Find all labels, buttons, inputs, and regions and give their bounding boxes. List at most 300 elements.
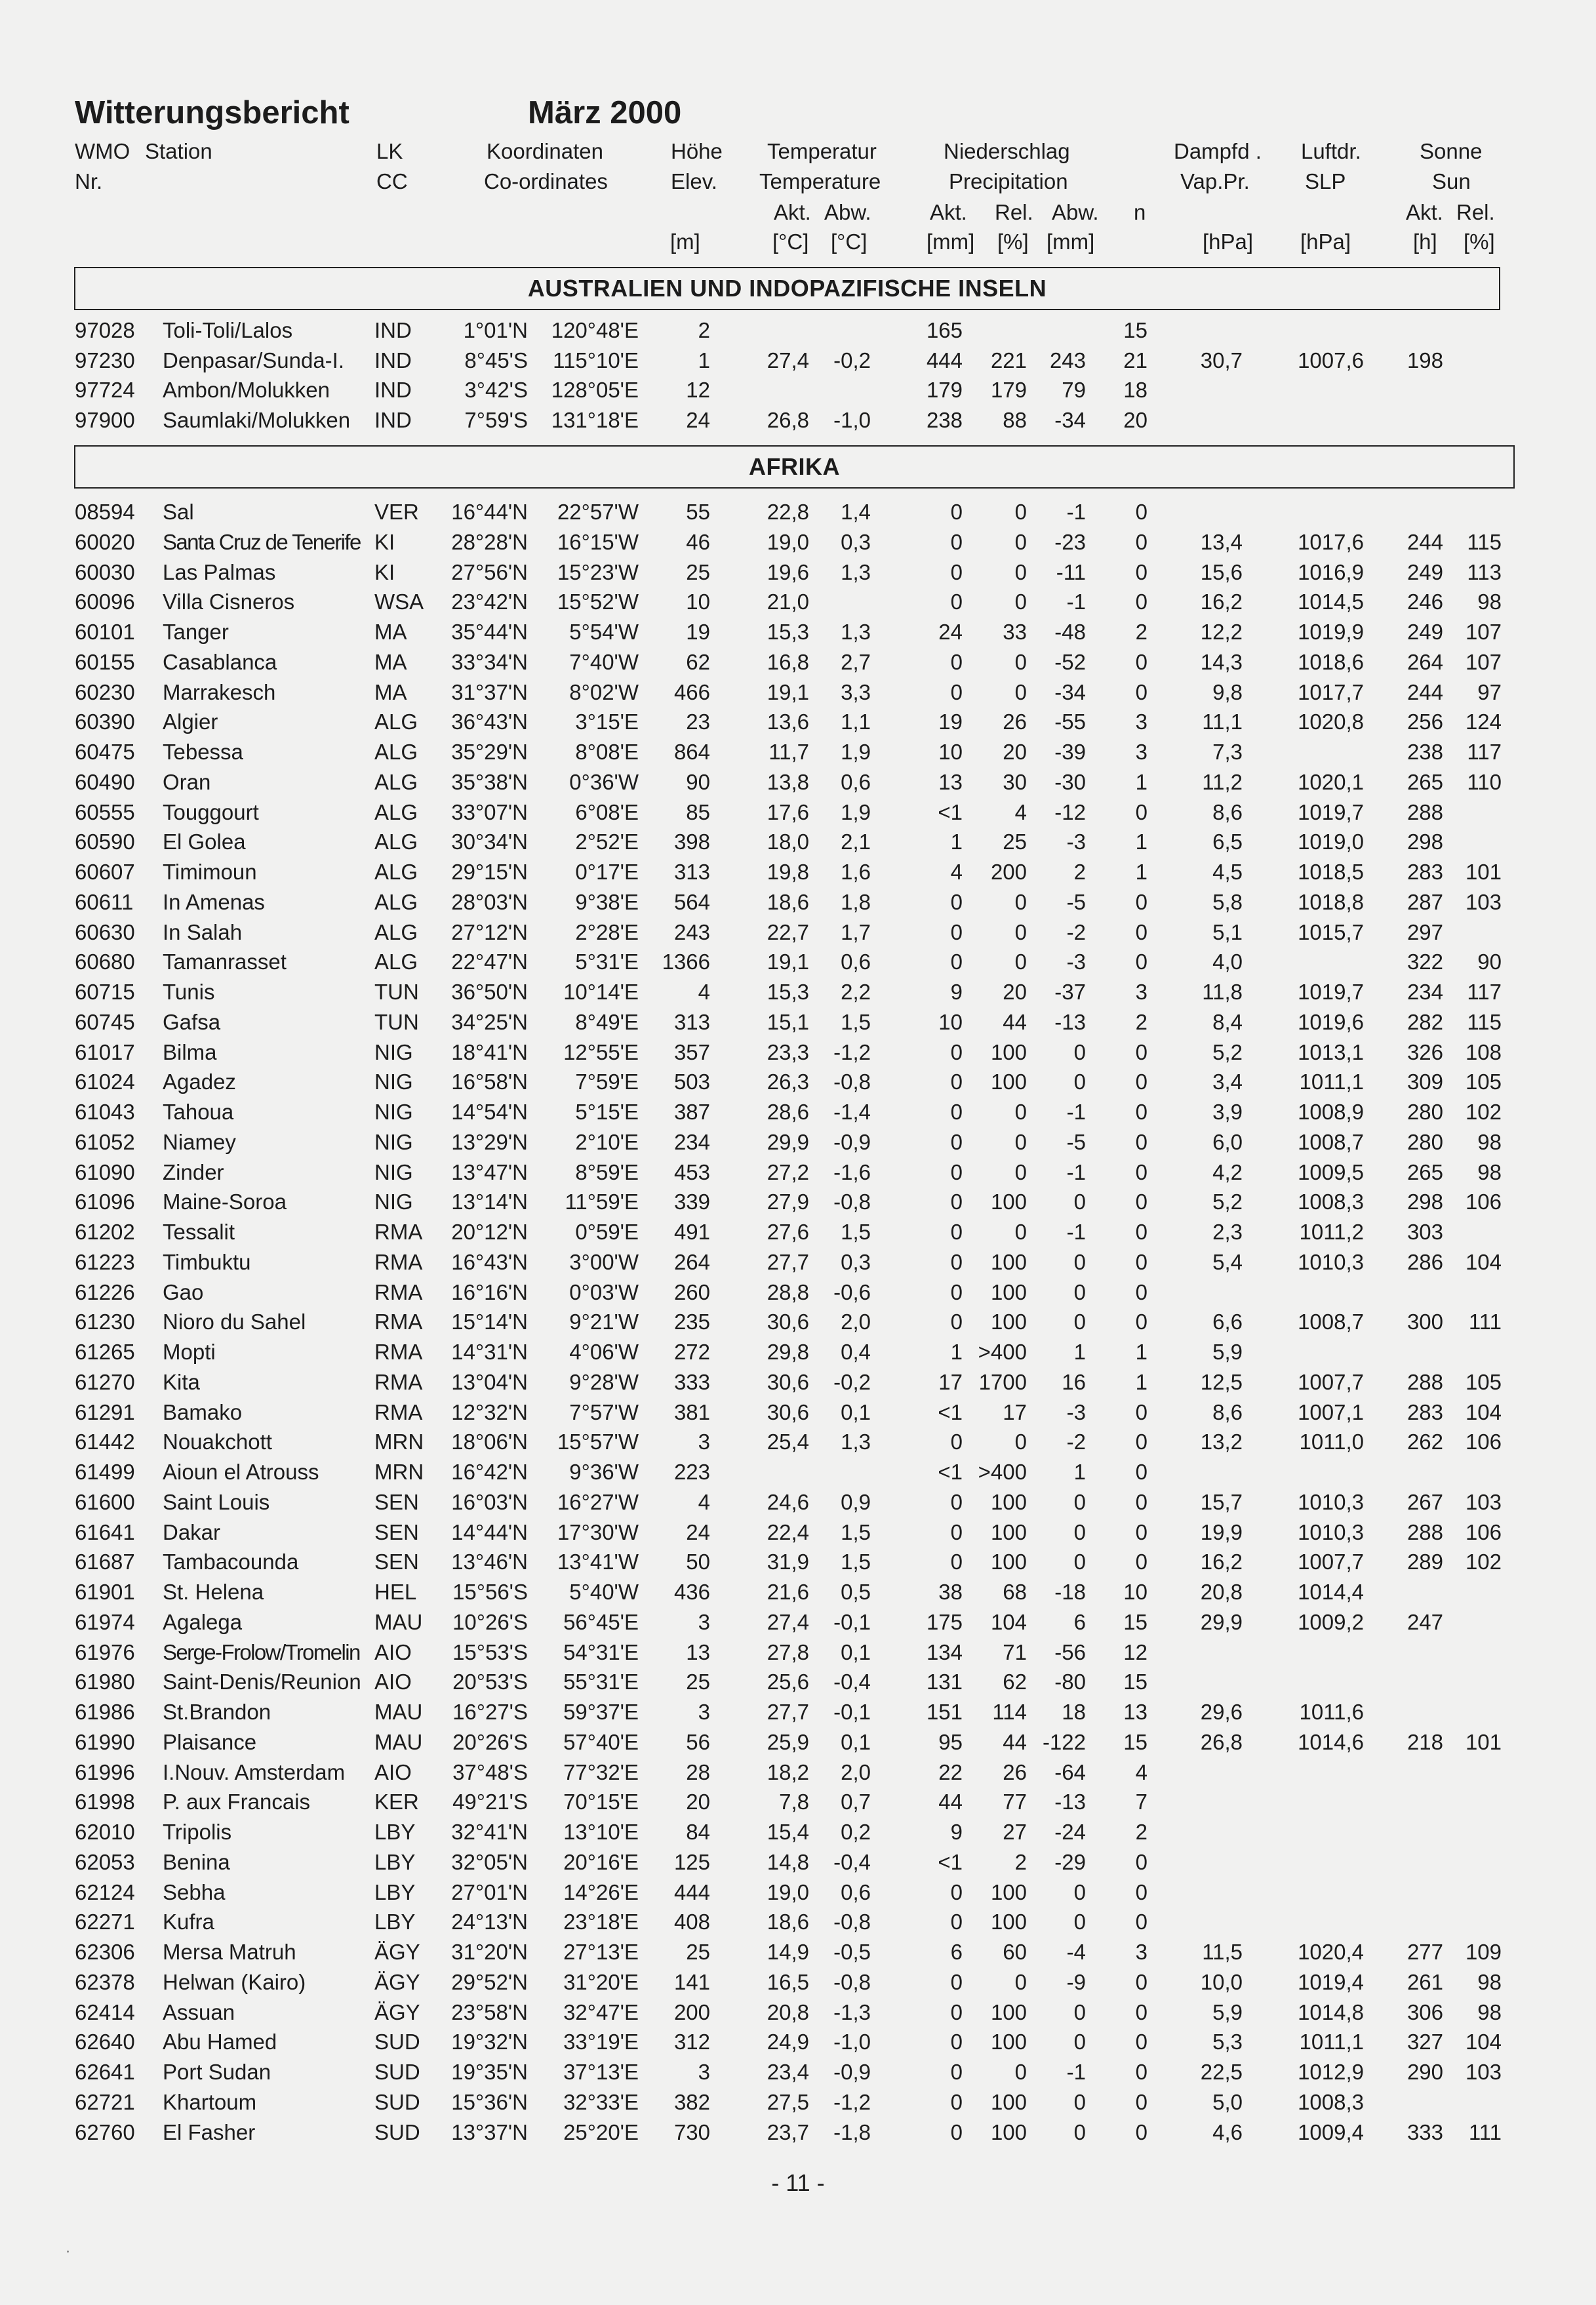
station-name: El Golea — [163, 830, 246, 854]
elevation: 503 — [673, 1070, 710, 1094]
wmo-number: 62640 — [75, 2030, 135, 2054]
vapour-pressure: 6,5 — [1212, 830, 1243, 854]
wmo-number: 60680 — [75, 950, 135, 974]
hdr-elev: Elev. — [671, 169, 717, 193]
sunshine-akt: 287 — [1406, 889, 1443, 914]
precip-rel: 1700 — [978, 1369, 1027, 1394]
longitude: 5°15'E — [575, 1100, 639, 1124]
precip-days: 3 — [1135, 740, 1147, 764]
latitude: 15°53'S — [452, 1639, 528, 1664]
latitude: 28°28'N — [451, 529, 528, 554]
precip-rel: 100 — [990, 1999, 1027, 2024]
precip-days: 0 — [1135, 2060, 1147, 2084]
precip-rel: 200 — [990, 860, 1027, 884]
country-code: RMA — [374, 1220, 423, 1244]
temp-akt: 24,9 — [767, 2030, 809, 2054]
precip-rel: 100 — [990, 1039, 1027, 1064]
station-name: Sal — [163, 500, 194, 524]
longitude: 8°08'E — [575, 740, 639, 764]
temp-abw: 0,3 — [841, 529, 871, 554]
elevation: 382 — [673, 2089, 710, 2114]
table-row — [0, 1760, 1596, 1790]
country-code: ALG — [374, 830, 418, 854]
longitude: 23°18'E — [563, 1910, 639, 1934]
longitude: 0°17'E — [575, 860, 639, 884]
hdr-niederschlag: Niederschlag — [944, 139, 1070, 163]
precip-rel: 100 — [990, 1519, 1027, 1544]
sea-level-pressure: 1014,5 — [1298, 590, 1364, 614]
temp-akt: 26,3 — [767, 1070, 809, 1094]
sunshine-rel: 110 — [1467, 769, 1502, 794]
precip-abw: -48 — [1054, 620, 1086, 644]
latitude: 27°01'N — [451, 1879, 528, 1904]
latitude: 20°26'S — [452, 1729, 528, 1754]
longitude: 13°41'W — [557, 1550, 639, 1574]
precip-days: 0 — [1135, 1999, 1147, 2024]
hdr-wmo: WMO — [75, 139, 130, 163]
sea-level-pressure: 1009,4 — [1298, 2119, 1364, 2144]
temp-akt: 27,6 — [767, 1220, 809, 1244]
temp-abw: -0,8 — [833, 1969, 871, 1994]
precip-days: 15 — [1123, 1670, 1147, 1694]
elevation: 3 — [698, 1609, 710, 1634]
precip-abw: 18 — [1062, 1700, 1086, 1724]
sunshine-rel: 105 — [1465, 1369, 1502, 1394]
station-name: Saint-Denis/Reunion — [163, 1670, 361, 1694]
precip-days: 0 — [1135, 1849, 1147, 1874]
temp-akt: 25,6 — [767, 1670, 809, 1694]
wmo-number: 60030 — [75, 559, 135, 584]
sunshine-rel: 90 — [1477, 950, 1502, 974]
precip-abw: -9 — [1066, 1969, 1086, 1994]
longitude: 55°31'E — [563, 1670, 639, 1694]
wmo-number: 62306 — [75, 1940, 135, 1964]
table-row — [0, 860, 1596, 890]
temp-akt: 29,9 — [767, 1129, 809, 1154]
sunshine-akt: 246 — [1406, 590, 1443, 614]
hdr-unit-precip-akt: [mm] — [927, 230, 975, 254]
sea-level-pressure: 1008,7 — [1298, 1310, 1364, 1334]
sunshine-akt: 247 — [1406, 1609, 1443, 1634]
precip-rel: 2 — [1014, 1849, 1027, 1874]
hdr-luftdruck: Luftdr. — [1301, 139, 1361, 163]
wmo-number: 60475 — [75, 740, 135, 764]
precip-abw: -55 — [1054, 710, 1086, 734]
hdr-dampfdruck: Dampfd . — [1174, 139, 1262, 163]
section-title-afrika: AFRIKA — [749, 453, 840, 480]
vapour-pressure: 11,1 — [1202, 710, 1243, 734]
sunshine-rel: 102 — [1465, 1550, 1502, 1574]
station-name: Tebessa — [163, 740, 243, 764]
temp-akt: 13,8 — [767, 769, 809, 794]
precip-akt: 1 — [950, 830, 963, 854]
station-name: Marrakesch — [163, 679, 276, 704]
wmo-number: 97230 — [75, 348, 135, 372]
wmo-number: 62053 — [75, 1849, 135, 1874]
temp-abw: 1,3 — [841, 1430, 871, 1454]
vapour-pressure: 6,6 — [1212, 1310, 1243, 1334]
precip-akt: <1 — [938, 1399, 963, 1424]
precip-days: 0 — [1135, 1969, 1147, 1994]
country-code: ÄGY — [374, 1940, 420, 1964]
temp-abw: -0,8 — [833, 1910, 871, 1934]
precip-days: 1 — [1135, 1369, 1147, 1394]
precip-days: 0 — [1135, 1249, 1147, 1274]
vapour-pressure: 8,4 — [1212, 1009, 1243, 1034]
longitude: 56°45'E — [563, 1609, 639, 1634]
temp-akt: 19,1 — [767, 679, 809, 704]
country-code: ALG — [374, 860, 418, 884]
wmo-number: 62721 — [75, 2089, 135, 2114]
wmo-number: 08594 — [75, 500, 135, 524]
precip-abw: -3 — [1066, 830, 1086, 854]
precip-rel: 100 — [990, 2089, 1027, 2114]
country-code: SEN — [374, 1489, 419, 1514]
elevation: 223 — [673, 1460, 710, 1484]
longitude: 8°49'E — [575, 1009, 639, 1034]
table-row — [0, 2000, 1596, 2030]
country-code: LBY — [374, 1820, 416, 1844]
vapour-pressure: 12,2 — [1200, 620, 1243, 644]
elevation: 234 — [673, 1129, 710, 1154]
precip-abw: -56 — [1054, 1639, 1086, 1664]
elevation: 125 — [673, 1849, 710, 1874]
station-name: In Salah — [163, 919, 243, 944]
precip-abw: 0 — [1073, 1910, 1086, 1934]
table-row — [0, 2030, 1596, 2060]
station-name: Niamey — [163, 1129, 236, 1154]
wmo-number: 61998 — [75, 1790, 135, 1814]
precip-rel: 100 — [990, 1489, 1027, 1514]
latitude: 35°29'N — [451, 740, 528, 764]
table-row — [0, 1820, 1596, 1850]
longitude: 59°37'E — [563, 1700, 639, 1724]
table-row — [0, 1040, 1596, 1070]
longitude: 70°15'E — [563, 1790, 639, 1814]
sea-level-pressure: 1019,6 — [1298, 1009, 1364, 1034]
latitude: 7°59'S — [464, 407, 528, 432]
longitude: 15°23'W — [557, 559, 639, 584]
country-code: IND — [374, 318, 412, 342]
station-name: Dakar — [163, 1519, 221, 1544]
precip-akt: 0 — [950, 1070, 963, 1094]
latitude: 15°14'N — [451, 1310, 528, 1334]
temp-abw: 0,6 — [841, 1879, 871, 1904]
wmo-number: 60230 — [75, 679, 135, 704]
temp-akt: 23,7 — [767, 2119, 809, 2144]
temp-akt: 19,8 — [767, 860, 809, 884]
vapour-pressure: 4,0 — [1212, 950, 1243, 974]
precip-rel: 30 — [1003, 769, 1027, 794]
sunshine-akt: 289 — [1406, 1550, 1443, 1574]
latitude: 27°12'N — [451, 919, 528, 944]
precip-rel: 0 — [1014, 590, 1027, 614]
longitude: 33°19'E — [563, 2030, 639, 2054]
table-row — [0, 1580, 1596, 1610]
country-code: SEN — [374, 1519, 419, 1544]
station-name: Tahoua — [163, 1100, 234, 1124]
table-row — [0, 1610, 1596, 1640]
precip-days: 0 — [1135, 889, 1147, 914]
sunshine-akt: 261 — [1406, 1969, 1443, 1994]
latitude: 20°12'N — [451, 1220, 528, 1244]
longitude: 15°52'W — [557, 590, 639, 614]
precip-days: 0 — [1135, 1190, 1147, 1214]
sea-level-pressure: 1018,5 — [1298, 860, 1364, 884]
sunshine-akt: 326 — [1406, 1039, 1443, 1064]
vapour-pressure: 13,2 — [1200, 1430, 1243, 1454]
precip-days: 20 — [1123, 407, 1147, 432]
latitude: 14°44'N — [451, 1519, 528, 1544]
temp-abw: -1,0 — [833, 407, 871, 432]
station-name: Maine-Soroa — [163, 1190, 287, 1214]
precip-rel: 25 — [1003, 830, 1027, 854]
country-code: TUN — [374, 1009, 419, 1034]
precip-rel: 0 — [1014, 1159, 1027, 1184]
precip-abw: 0 — [1073, 1550, 1086, 1574]
sunshine-rel: 98 — [1477, 1129, 1502, 1154]
vapour-pressure: 29,9 — [1200, 1609, 1243, 1634]
temp-akt: 27,5 — [767, 2089, 809, 2114]
precip-rel: 100 — [990, 1279, 1027, 1304]
wmo-number: 61442 — [75, 1430, 135, 1454]
temp-akt: 15,3 — [767, 980, 809, 1004]
precip-rel: 0 — [1014, 679, 1027, 704]
sunshine-rel: 117 — [1467, 740, 1502, 764]
longitude: 77°32'E — [563, 1759, 639, 1784]
vapour-pressure: 13,4 — [1200, 529, 1243, 554]
wmo-number: 61090 — [75, 1159, 135, 1184]
vapour-pressure: 10,0 — [1200, 1969, 1243, 1994]
sea-level-pressure: 1020,1 — [1298, 769, 1364, 794]
latitude: 13°47'N — [451, 1159, 528, 1184]
precip-rel: 100 — [990, 1879, 1027, 1904]
country-code: NIG — [374, 1100, 413, 1124]
vapour-pressure: 6,0 — [1212, 1129, 1243, 1154]
temp-akt: 17,6 — [767, 799, 809, 824]
precip-rel: 17 — [1003, 1399, 1027, 1424]
station-name: Bamako — [163, 1399, 243, 1424]
wmo-number: 60590 — [75, 830, 135, 854]
precip-days: 3 — [1135, 710, 1147, 734]
table-row — [0, 980, 1596, 1010]
sunshine-akt: 286 — [1406, 1249, 1443, 1274]
precip-akt: 0 — [950, 1969, 963, 1994]
temp-akt: 15,3 — [767, 620, 809, 644]
table-row — [0, 1850, 1596, 1880]
latitude: 27°56'N — [451, 559, 528, 584]
temp-akt: 31,9 — [767, 1550, 809, 1574]
temp-abw: 0,1 — [841, 1639, 871, 1664]
station-name: Touggourt — [163, 799, 259, 824]
station-name: In Amenas — [163, 889, 265, 914]
vapour-pressure: 26,8 — [1200, 1729, 1243, 1754]
vapour-pressure: 9,8 — [1212, 679, 1243, 704]
temp-akt: 29,8 — [767, 1340, 809, 1364]
precip-abw: 0 — [1073, 1310, 1086, 1334]
temp-akt: 7,8 — [779, 1790, 809, 1814]
vapour-pressure: 15,6 — [1200, 559, 1243, 584]
sunshine-rel: 111 — [1468, 1310, 1502, 1334]
wmo-number: 61996 — [75, 1759, 135, 1784]
precip-rel: 0 — [1014, 559, 1027, 584]
elevation: 381 — [673, 1399, 710, 1424]
vapour-pressure: 5,1 — [1212, 919, 1243, 944]
elevation: 85 — [686, 799, 710, 824]
station-name: Aioun el Atrouss — [163, 1460, 319, 1484]
country-code: ALG — [374, 919, 418, 944]
temp-akt: 25,9 — [767, 1729, 809, 1754]
latitude: 35°44'N — [451, 620, 528, 644]
temp-akt: 19,6 — [767, 559, 809, 584]
table-row — [0, 1160, 1596, 1190]
country-code: ÄGY — [374, 1969, 420, 1994]
precip-abw: -64 — [1054, 1759, 1086, 1784]
longitude: 17°30'W — [557, 1519, 639, 1544]
longitude: 0°59'E — [575, 1220, 639, 1244]
country-code: MA — [374, 620, 407, 644]
precip-days: 1 — [1135, 830, 1147, 854]
vapour-pressure: 5,9 — [1212, 1999, 1243, 2024]
temp-akt: 14,9 — [767, 1940, 809, 1964]
precip-abw: 6 — [1073, 1609, 1086, 1634]
precip-days: 0 — [1135, 1100, 1147, 1124]
precip-akt: 131 — [926, 1670, 963, 1694]
precip-abw: 0 — [1073, 2119, 1086, 2144]
temp-abw: -0,8 — [833, 1070, 871, 1094]
country-code: MAU — [374, 1700, 423, 1724]
precip-days: 0 — [1135, 1879, 1147, 1904]
temp-abw: -0,9 — [833, 1129, 871, 1154]
longitude: 128°05'E — [551, 378, 639, 403]
precip-akt: 444 — [926, 348, 963, 372]
temp-abw: 0,6 — [841, 769, 871, 794]
precip-akt: 0 — [950, 1430, 963, 1454]
longitude: 15°57'W — [557, 1430, 639, 1454]
longitude: 120°48'E — [551, 318, 639, 342]
table-row — [0, 620, 1596, 650]
temp-abw: -0,2 — [833, 1369, 871, 1394]
precip-days: 0 — [1135, 1039, 1147, 1064]
temp-abw: 2,7 — [841, 649, 871, 674]
temp-akt: 30,6 — [767, 1310, 809, 1334]
temp-abw: -1,8 — [833, 2119, 871, 2144]
station-name: Agadez — [163, 1070, 236, 1094]
country-code: LBY — [374, 1910, 416, 1934]
temp-abw: -0,1 — [833, 1609, 871, 1634]
table-row — [0, 530, 1596, 560]
station-name: Denpasar/Sunda-I. — [163, 348, 345, 372]
wmo-number: 61230 — [75, 1310, 135, 1334]
precip-days: 0 — [1135, 500, 1147, 524]
temp-abw: 1,9 — [841, 799, 871, 824]
elevation: 46 — [686, 529, 710, 554]
wmo-number: 62760 — [75, 2119, 135, 2144]
temp-akt: 16,8 — [767, 649, 809, 674]
precip-rel: 100 — [990, 1910, 1027, 1934]
station-name: Agalega — [163, 1609, 243, 1634]
precip-rel: 68 — [1003, 1580, 1027, 1604]
latitude: 20°53'S — [452, 1670, 528, 1694]
station-name: Saumlaki/Molukken — [163, 407, 351, 432]
precip-abw: 0 — [1073, 1039, 1086, 1064]
latitude: 19°32'N — [451, 2030, 528, 2054]
wmo-number: 97900 — [75, 407, 135, 432]
sea-level-pressure: 1010,3 — [1298, 1489, 1364, 1514]
table-row — [0, 500, 1596, 530]
elevation: 444 — [673, 1879, 710, 1904]
sea-level-pressure: 1015,7 — [1298, 919, 1364, 944]
table-row — [0, 378, 1596, 408]
precip-days: 15 — [1123, 1729, 1147, 1754]
sea-level-pressure: 1008,3 — [1298, 1190, 1364, 1214]
sunshine-akt: 265 — [1406, 1159, 1443, 1184]
temp-abw: -1,6 — [833, 1159, 871, 1184]
elevation: 339 — [673, 1190, 710, 1214]
station-name: Khartoum — [163, 2089, 257, 2114]
elevation: 398 — [673, 830, 710, 854]
temp-abw: 0,6 — [841, 950, 871, 974]
sunshine-rel: 103 — [1465, 1489, 1502, 1514]
table-row — [0, 710, 1596, 740]
sunshine-rel: 98 — [1477, 590, 1502, 614]
wmo-number: 61265 — [75, 1340, 135, 1364]
table-row — [0, 1190, 1596, 1220]
precip-akt: 0 — [950, 2060, 963, 2084]
sea-level-pressure: 1014,4 — [1298, 1580, 1364, 1604]
precip-rel: 60 — [1003, 1940, 1027, 1964]
vapour-pressure: 3,4 — [1212, 1070, 1243, 1094]
precip-rel: 62 — [1003, 1670, 1027, 1694]
longitude: 32°33'E — [563, 2089, 639, 2114]
station-name: Gafsa — [163, 1009, 221, 1034]
station-name: Nouakchott — [163, 1430, 272, 1454]
precip-akt: 134 — [926, 1639, 963, 1664]
elevation: 1 — [698, 348, 710, 372]
temp-abw: -1,4 — [833, 1100, 871, 1124]
temp-akt: 27,7 — [767, 1249, 809, 1274]
precip-abw: -52 — [1054, 649, 1086, 674]
sea-level-pressure: 1017,6 — [1298, 529, 1364, 554]
table-row — [0, 650, 1596, 680]
longitude: 9°28'W — [569, 1369, 639, 1394]
station-name: Villa Cisneros — [163, 590, 295, 614]
precip-rel: 104 — [990, 1609, 1027, 1634]
sunshine-akt: 262 — [1406, 1430, 1443, 1454]
sunshine-akt: 306 — [1406, 1999, 1443, 2024]
hdr-cc: CC — [376, 169, 408, 193]
hdr-precipitation: Precipitation — [949, 169, 1068, 193]
station-name: Gao — [163, 1279, 204, 1304]
sunshine-rel: 105 — [1465, 1070, 1502, 1094]
temp-abw: 0,5 — [841, 1580, 871, 1604]
wmo-number: 60101 — [75, 620, 135, 644]
precip-abw: -1 — [1066, 1220, 1086, 1244]
elevation: 12 — [686, 378, 710, 403]
precip-akt: 0 — [950, 2119, 963, 2144]
table-row — [0, 1910, 1596, 1940]
temp-abw: -1,2 — [833, 1039, 871, 1064]
temp-akt: 18,6 — [767, 889, 809, 914]
sunshine-rel: 98 — [1477, 1999, 1502, 2024]
latitude: 31°37'N — [451, 679, 528, 704]
station-name: Tanger — [163, 620, 229, 644]
precip-akt: 0 — [950, 2089, 963, 2114]
elevation: 200 — [673, 1999, 710, 2024]
station-name: Casablanca — [163, 649, 277, 674]
sunshine-akt: 244 — [1406, 679, 1443, 704]
longitude: 7°59'E — [575, 1070, 639, 1094]
